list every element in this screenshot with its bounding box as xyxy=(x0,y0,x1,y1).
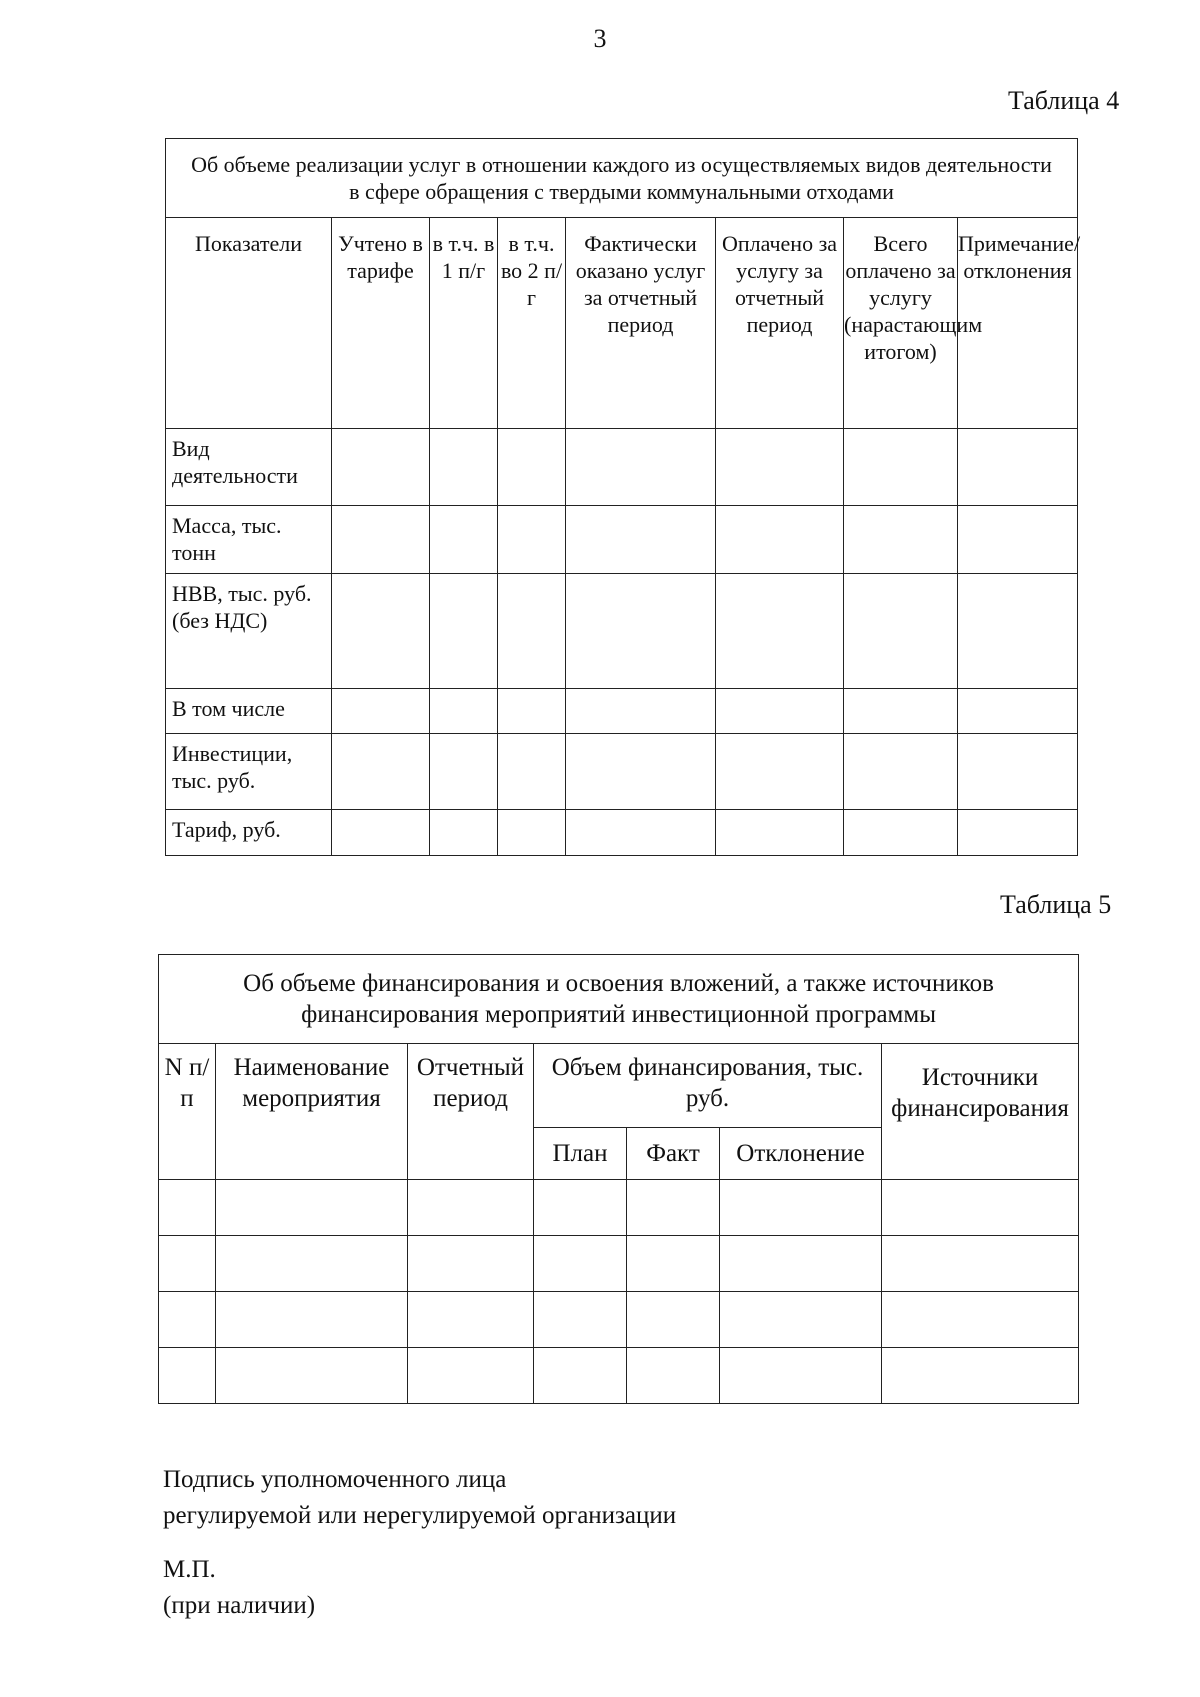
table4-header-cell: Учтено в тарифе xyxy=(332,218,430,429)
table-cell xyxy=(720,1292,882,1348)
table-cell xyxy=(716,429,844,506)
table-cell xyxy=(566,734,716,810)
table-cell xyxy=(716,810,844,856)
table-row xyxy=(159,1292,1079,1348)
table5-header-row xyxy=(159,1044,1079,1128)
table-row xyxy=(166,810,1078,856)
table-cell xyxy=(627,1236,720,1292)
table-cell xyxy=(498,429,566,506)
table-cell xyxy=(159,1180,216,1236)
table5-header-period: Отчетный период xyxy=(408,1044,534,1180)
table-cell xyxy=(159,1292,216,1348)
table-cell xyxy=(534,1180,627,1236)
table-cell xyxy=(159,1348,216,1404)
table-cell xyxy=(332,810,430,856)
table-row xyxy=(166,429,1078,506)
table-cell xyxy=(716,689,844,734)
signature-block xyxy=(163,1462,676,1534)
table4-row-label: В том числе xyxy=(166,689,332,734)
table5-header-plan: План xyxy=(534,1128,627,1180)
table-cell xyxy=(844,506,958,574)
table-cell xyxy=(430,689,498,734)
table-row xyxy=(166,734,1078,810)
table-cell xyxy=(408,1348,534,1404)
table-cell xyxy=(498,506,566,574)
table-cell xyxy=(627,1180,720,1236)
table-cell xyxy=(958,734,1078,810)
table5-header-sources: Источники финансирования xyxy=(882,1044,1079,1180)
table-cell xyxy=(332,506,430,574)
table-cell xyxy=(844,689,958,734)
table5 xyxy=(158,954,1079,1404)
table-cell xyxy=(716,574,844,689)
table-cell xyxy=(332,734,430,810)
table5-header-deviation: Отклонение xyxy=(720,1128,882,1180)
table4-header-row xyxy=(166,218,1078,429)
table4-row-label: Масса, тыс. тонн xyxy=(166,506,332,574)
table-cell xyxy=(958,574,1078,689)
table-cell xyxy=(498,689,566,734)
table-cell xyxy=(882,1348,1079,1404)
table-cell xyxy=(566,810,716,856)
table-cell xyxy=(430,429,498,506)
stamp-label: М.П. xyxy=(163,1556,216,1583)
table4-title: Об объеме реализации услуг в отношении каждого из осуществляемых видов деятельности в сфере обращения с твердыми коммунальными отходами xyxy=(166,139,1078,218)
table-cell xyxy=(720,1236,882,1292)
table-cell xyxy=(408,1292,534,1348)
table5-header-volume: Объем финансирования, тыс. руб. xyxy=(534,1044,882,1128)
table-cell xyxy=(716,506,844,574)
table-row xyxy=(159,1348,1079,1404)
table-cell xyxy=(882,1292,1079,1348)
table-row xyxy=(159,1180,1079,1236)
table-cell xyxy=(958,689,1078,734)
signature-line: Подпись уполномоченного лица xyxy=(163,1466,507,1493)
table-cell xyxy=(332,574,430,689)
table4 xyxy=(165,138,1081,856)
table-cell xyxy=(216,1236,408,1292)
table-cell xyxy=(216,1292,408,1348)
table4-row-label: Вид деятельности xyxy=(166,429,332,506)
table-cell xyxy=(430,810,498,856)
table-cell xyxy=(627,1348,720,1404)
table4-caption: Таблица 4 xyxy=(1008,86,1120,115)
table-cell xyxy=(332,429,430,506)
table4-header-cell: Всего оплачено за услугу (нарастающим итогом) xyxy=(844,218,958,429)
stamp-note: (при наличии) xyxy=(163,1592,316,1619)
table-cell xyxy=(430,734,498,810)
table-cell xyxy=(716,734,844,810)
table4-row-label: Инвестиции, тыс. руб. xyxy=(166,734,332,810)
table-cell xyxy=(844,429,958,506)
table-row xyxy=(159,1236,1079,1292)
table-cell xyxy=(720,1180,882,1236)
table5-title: Об объеме финансирования и освоения вложений, а также источников финансирования мероприятий инвестиционной программы xyxy=(159,955,1079,1044)
table-row xyxy=(166,574,1078,689)
table4-row-label: НВВ, тыс. руб. (без НДС) xyxy=(166,574,332,689)
table-cell xyxy=(498,810,566,856)
table4-header-cell: в т.ч. во 2 п/г xyxy=(498,218,566,429)
table-row xyxy=(166,506,1078,574)
table-cell xyxy=(958,506,1078,574)
table-cell xyxy=(498,574,566,689)
table-cell xyxy=(159,1236,216,1292)
page-number: 3 xyxy=(593,24,607,53)
table4-header-cell: в т.ч. в 1 п/г xyxy=(430,218,498,429)
table4-row-label: Тариф, руб. xyxy=(166,810,332,856)
table4-header-cell: Примечание/отклонения xyxy=(958,218,1078,429)
table-cell xyxy=(408,1180,534,1236)
table-cell xyxy=(534,1292,627,1348)
table-cell xyxy=(958,429,1078,506)
table-cell xyxy=(627,1292,720,1348)
table4-header-cell: Показатели xyxy=(166,218,332,429)
table-cell xyxy=(882,1180,1079,1236)
table5-header-name: Наименование мероприятия xyxy=(216,1044,408,1180)
table-cell xyxy=(498,734,566,810)
table-cell xyxy=(216,1348,408,1404)
stamp-block xyxy=(163,1552,315,1624)
table-cell xyxy=(566,506,716,574)
table-cell xyxy=(216,1180,408,1236)
table-cell xyxy=(430,506,498,574)
table-cell xyxy=(332,689,430,734)
table5-header-fact: Факт xyxy=(627,1128,720,1180)
table-cell xyxy=(566,574,716,689)
table-cell xyxy=(844,574,958,689)
table-cell xyxy=(566,429,716,506)
table-cell xyxy=(958,810,1078,856)
table-cell xyxy=(844,734,958,810)
table-cell xyxy=(720,1348,882,1404)
table-cell xyxy=(882,1236,1079,1292)
table4-header-cell: Фактически оказано услуг за отчетный период xyxy=(566,218,716,429)
table-cell xyxy=(534,1348,627,1404)
signature-line: регулируемой или нерегулируемой организации xyxy=(163,1502,677,1529)
table-cell xyxy=(844,810,958,856)
table-cell xyxy=(566,689,716,734)
table-cell xyxy=(430,574,498,689)
table-row xyxy=(166,689,1078,734)
table5-header-num: N п/п xyxy=(159,1044,216,1180)
table4-header-cell: Оплачено за услугу за отчетный период xyxy=(716,218,844,429)
table5-caption: Таблица 5 xyxy=(1000,890,1112,919)
table-cell xyxy=(408,1236,534,1292)
table-cell xyxy=(534,1236,627,1292)
